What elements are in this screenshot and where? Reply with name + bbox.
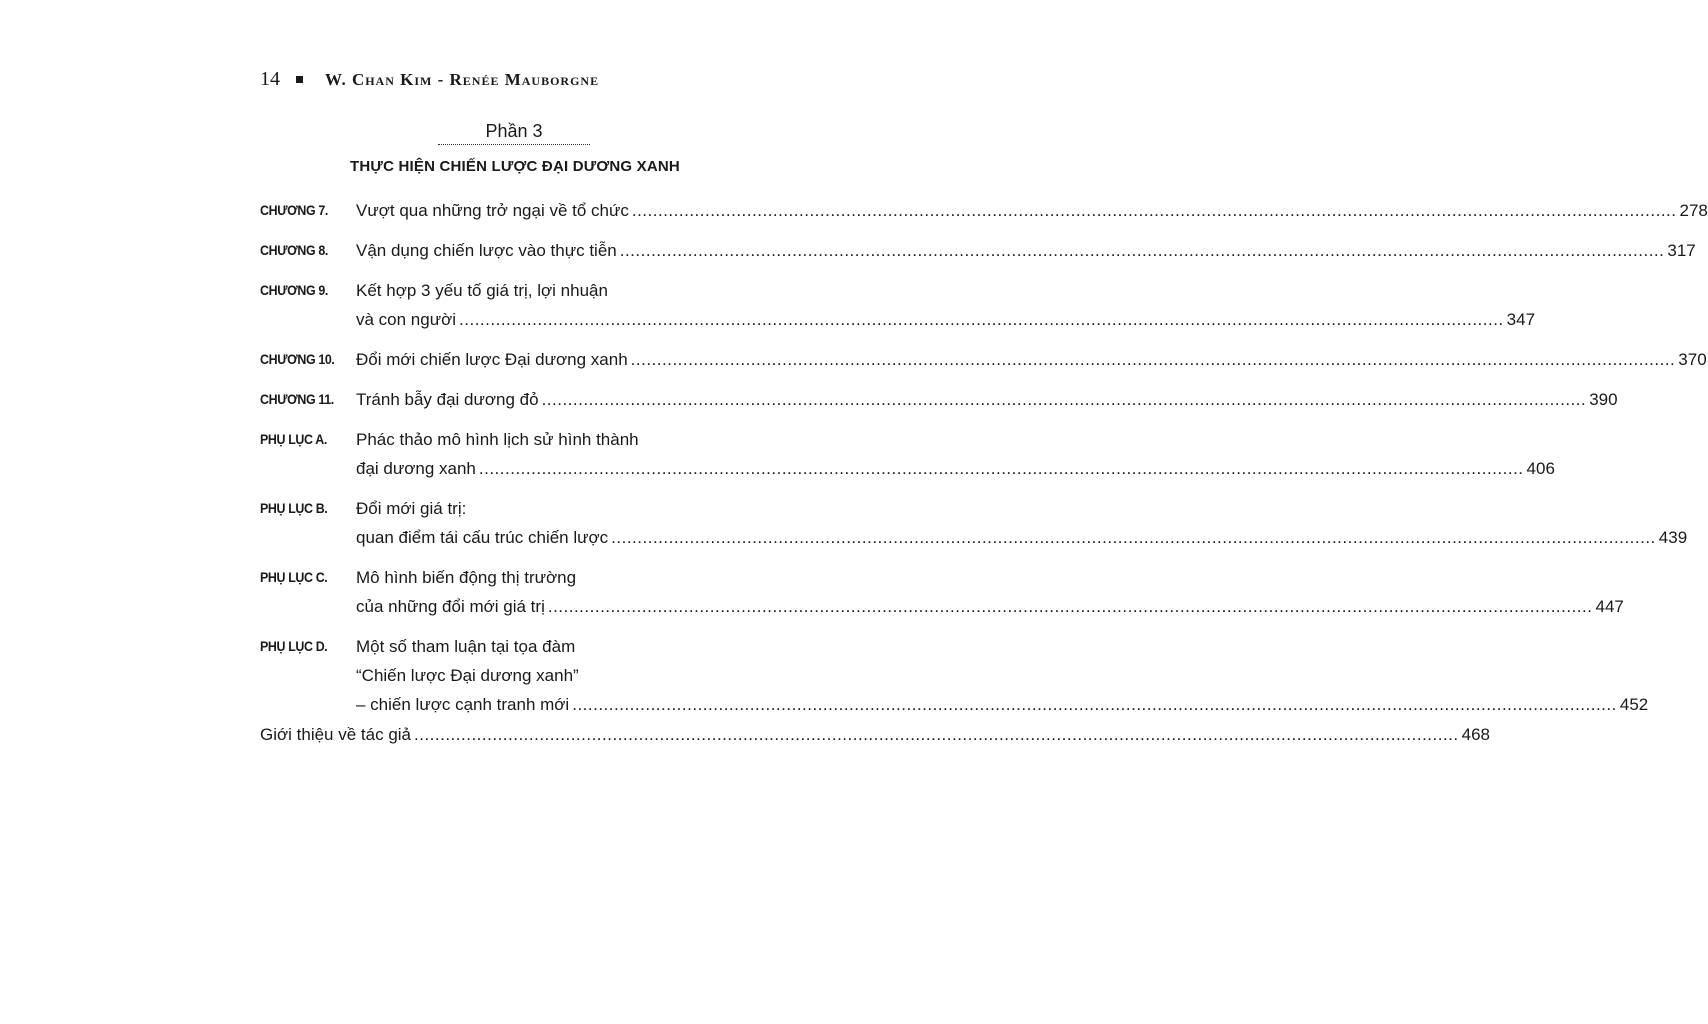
toc-entry-body: [356, 425, 1555, 483]
toc-entry-page: 390: [1589, 390, 1618, 409]
square-bullet-icon: [296, 76, 303, 83]
toc-entry-appendix-b: [260, 494, 1688, 552]
toc-entry-label: CHƯƠNG 10.: [260, 352, 335, 367]
toc-entry-page: 452: [1619, 695, 1649, 714]
toc-entry-body: [356, 494, 1687, 552]
toc-entry-title-line: Đổi mới giá trị:: [356, 499, 467, 518]
toc-entry-page: 468: [1461, 725, 1491, 744]
toc-entry-label: PHỤ LỤC D.: [260, 639, 328, 654]
toc-entry-body: [356, 632, 1648, 719]
dot-leader: [548, 592, 1593, 621]
dot-leader: [611, 523, 1656, 552]
running-header: [260, 68, 599, 91]
dot-leader: [479, 454, 1524, 483]
toc-entry-chapter-10: [260, 345, 1707, 374]
toc-entry-title: và con người: [356, 310, 457, 329]
toc-entry-title: đại dương xanh: [356, 459, 476, 478]
toc-entry-title-line: Kết hợp 3 yếu tố giá trị, lợi nhuận: [356, 281, 608, 300]
toc-entry-body: [356, 276, 1535, 334]
toc-entry-label: PHỤ LỤC C.: [260, 570, 328, 585]
part-title: THỰC HIỆN CHIẾN LƯỢC ĐẠI DƯƠNG XANH: [350, 158, 680, 175]
page-number: 14: [260, 68, 280, 90]
toc-entry-title-line: “Chiến lược Đại dương xanh”: [356, 666, 579, 685]
dot-leader: [632, 196, 1677, 225]
toc-entry-body: [356, 196, 1708, 225]
toc-entry-page: 439: [1658, 528, 1688, 547]
part-label: Phần 3: [438, 121, 590, 145]
toc-entry-title: quan điểm tái cấu trúc chiến lược: [356, 528, 609, 547]
toc-entry-label: CHƯƠNG 8.: [260, 243, 328, 258]
toc-entry-author-intro: [260, 720, 1491, 749]
toc-entry-body: [356, 345, 1707, 374]
toc-entry-label: CHƯƠNG 7.: [260, 203, 328, 218]
toc-entry-page: 347: [1506, 310, 1536, 329]
toc-entry-title-line: Một số tham luận tại tọa đàm: [356, 637, 576, 656]
toc-entry-title: của những đổi mới giá trị: [356, 597, 545, 616]
toc-entry-title: Giới thiệu về tác giả: [260, 725, 411, 744]
dot-leader: [631, 345, 1676, 374]
toc-entry-chapter-8: [260, 236, 1696, 265]
toc-entry-appendix-c: [260, 563, 1624, 621]
toc-entry-title-line: [356, 196, 1708, 225]
dot-leader: [414, 720, 1459, 749]
dot-leader: [620, 236, 1665, 265]
dot-leader: [572, 690, 1617, 719]
dot-leader: [542, 385, 1587, 414]
toc-entry-appendix-a: [260, 425, 1555, 483]
table-of-contents: [260, 196, 1708, 730]
toc-entry-chapter-7: [260, 196, 1708, 225]
toc-entry-page: 447: [1595, 597, 1624, 616]
toc-entry-title: Đổi mới chiến lược Đại dương xanh: [356, 350, 628, 369]
toc-entry-title-line: [356, 523, 1687, 552]
header-authors: W. Chan Kim - Renée Mauborgne: [325, 69, 600, 89]
toc-entry-title-line: [260, 720, 1491, 749]
toc-entry-chapter-11: [260, 385, 1618, 414]
toc-entry-title: Tránh bẫy đại dương đỏ: [356, 390, 539, 409]
toc-entry-title-line: [356, 385, 1618, 414]
toc-entry-chapter-9: [260, 276, 1536, 334]
toc-entry-page: 406: [1526, 459, 1555, 478]
toc-entry-label: CHƯƠNG 9.: [260, 283, 328, 298]
toc-entry-label: PHỤ LỤC A.: [260, 432, 327, 447]
toc-entry-title-line: [356, 305, 1535, 334]
toc-entry-appendix-d: [260, 632, 1649, 719]
toc-entry-label: CHƯƠNG 11.: [260, 392, 334, 407]
dot-leader: [459, 305, 1504, 334]
toc-entry-label: PHỤ LỤC B.: [260, 501, 328, 516]
toc-entry-title: Vận dụng chiến lược vào thực tiễn: [356, 241, 617, 260]
toc-entry-body: [356, 563, 1624, 621]
toc-entry-title: – chiến lược cạnh tranh mới: [356, 695, 570, 714]
toc-entry-title-line: [356, 236, 1696, 265]
toc-entry-title-line: [356, 592, 1624, 621]
toc-entry-page: 278: [1679, 201, 1708, 220]
toc-entry-title-line: [356, 454, 1555, 483]
toc-entry-title-line: Mô hình biến động thị trường: [356, 568, 577, 587]
toc-entry-body: [356, 236, 1696, 265]
toc-entry-title: Vượt qua những trở ngại về tổ chức: [356, 201, 629, 220]
toc-entry-body: [356, 385, 1618, 414]
toc-entry-title-line: [356, 690, 1648, 719]
toc-entry-page: 370: [1678, 350, 1707, 369]
toc-entry-title-line: Phác thảo mô hình lịch sử hình thành: [356, 430, 639, 449]
toc-entry-page: 317: [1667, 241, 1696, 260]
toc-entry-title-line: [356, 345, 1707, 374]
